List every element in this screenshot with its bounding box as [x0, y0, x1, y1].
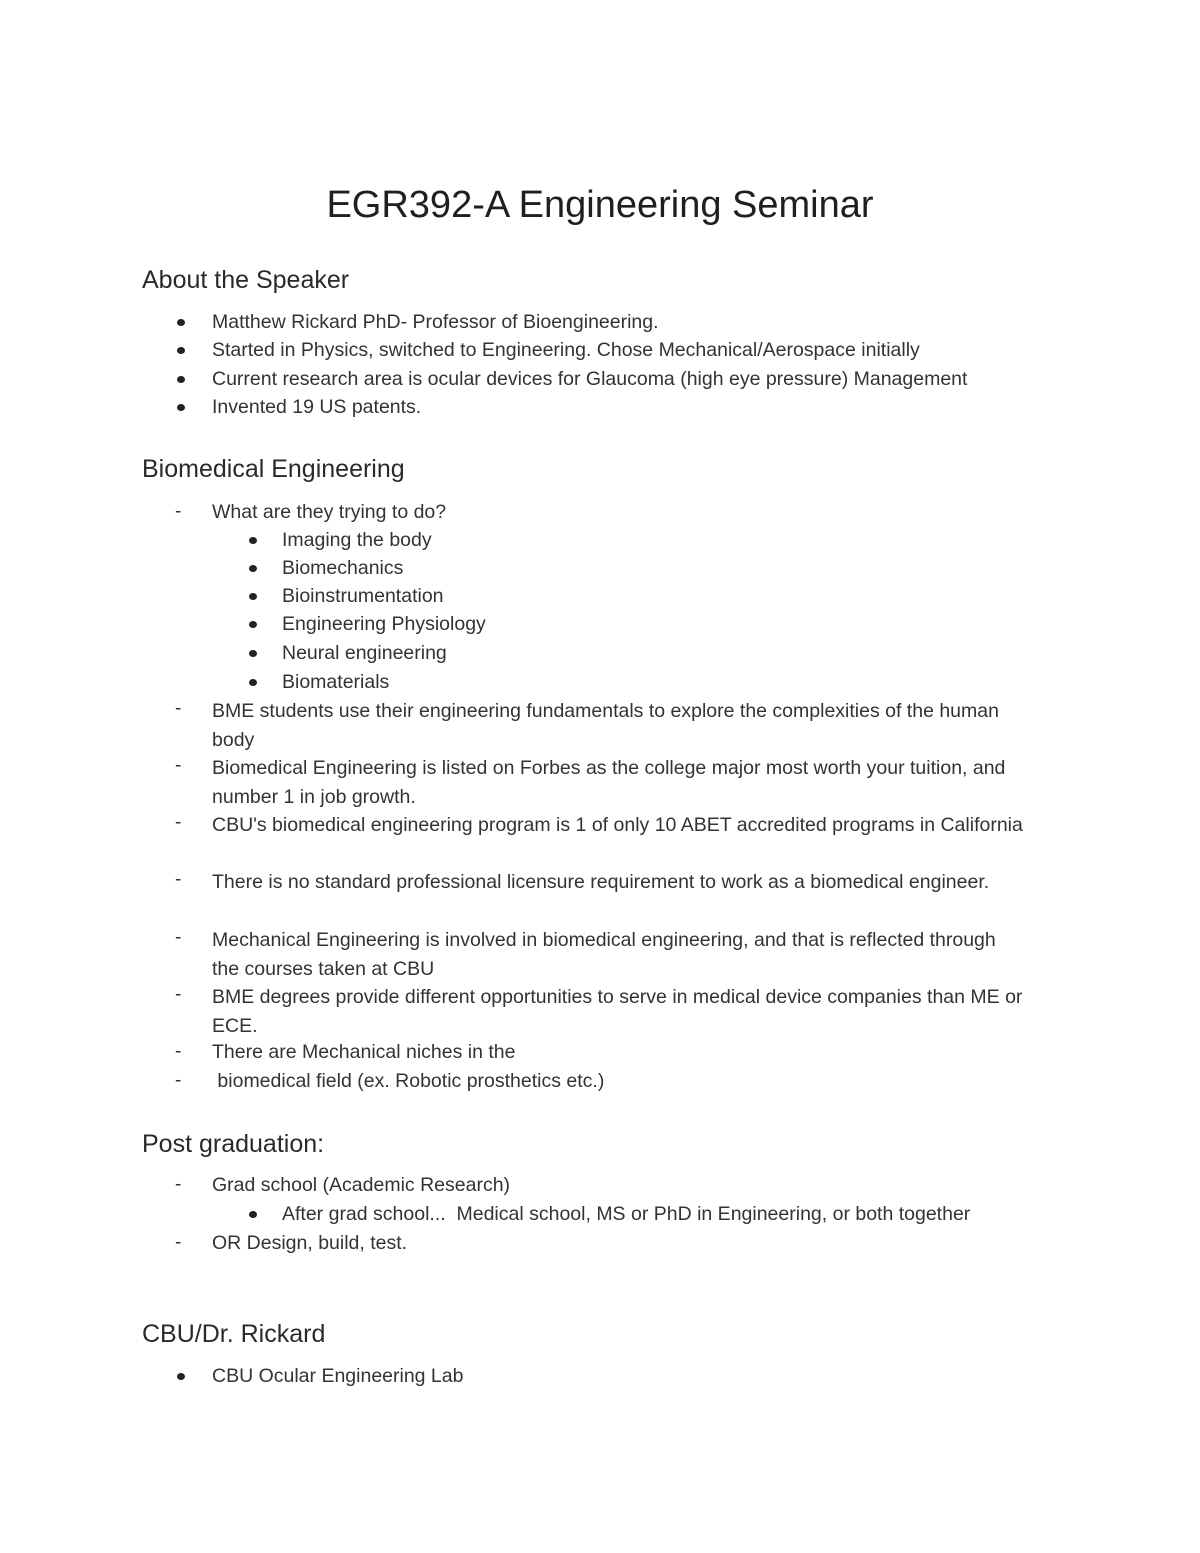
- list-item: [175, 811, 1035, 840]
- dash-icon: -: [175, 984, 182, 1005]
- sub-list-item-text: Neural engineering: [282, 642, 447, 664]
- bullet-icon: [177, 367, 197, 391]
- sub-list-item-text: After grad school... Medical school, MS or PhD in Engineering, or both together: [282, 1203, 971, 1225]
- dash-icon: -: [175, 1232, 182, 1253]
- dash-icon: -: [175, 812, 182, 833]
- list-item: [175, 500, 1035, 524]
- list-item: [175, 983, 1035, 1040]
- dash-icon: -: [175, 869, 182, 890]
- sub-list-item: [249, 670, 1029, 694]
- sub-list-item-text: Imaging the body: [282, 529, 432, 551]
- bullet-icon: [249, 612, 269, 636]
- list-item: [175, 1069, 1035, 1093]
- section-heading-cbu: CBU/Dr. Rickard: [142, 1320, 326, 1348]
- list-item: [177, 1364, 1037, 1388]
- list-item-text: OR Design, build, test.: [212, 1232, 408, 1254]
- list-item-text: There is no standard professional licensure requirement to work as a biomedical engineer.: [212, 871, 990, 893]
- list-item: [177, 338, 1037, 362]
- bullet-icon: [249, 528, 269, 552]
- sub-list-item-text: Bioinstrumentation: [282, 585, 444, 607]
- bullet-icon: [177, 1364, 197, 1388]
- sub-list-item: [249, 612, 1029, 636]
- list-item: [175, 697, 1035, 754]
- sub-list-item: [249, 528, 1029, 552]
- list-item-text: CBU's biomedical engineering program is 1 of only 10 ABET accredited programs in California: [212, 814, 1023, 836]
- sub-list-item-text: Biomechanics: [282, 557, 404, 579]
- list-item: [177, 367, 1057, 391]
- document-title: EGR392-A Engineering Seminar: [326, 184, 874, 226]
- list-item-text: Grad school (Academic Research): [212, 1174, 511, 1196]
- dash-icon: -: [175, 755, 182, 776]
- bullet-icon: [249, 641, 269, 665]
- list-item: [177, 310, 1037, 334]
- dash-icon: -: [175, 698, 182, 719]
- dash-icon: -: [175, 1041, 182, 1062]
- list-item-text: CBU Ocular Engineering Lab: [212, 1365, 464, 1387]
- sub-list-item: [249, 584, 1029, 608]
- sub-list-item: [249, 556, 1029, 580]
- list-item-text: Invented 19 US patents.: [212, 396, 422, 418]
- list-item: [175, 754, 1035, 811]
- list-item-text: BME students use their engineering fundamentals to explore the complexities of the human body: [212, 700, 999, 751]
- list-item: [175, 868, 1035, 897]
- section-heading-bme: Biomedical Engineering: [142, 455, 405, 483]
- list-item: [175, 926, 1035, 983]
- list-item-text: What are they trying to do?: [212, 501, 447, 523]
- sub-list-item: [249, 641, 1029, 665]
- list-item-text: Started in Physics, switched to Engineering. Chose Mechanical/Aerospace initially: [212, 339, 920, 361]
- list-item-text: Mechanical Engineering is involved in biomedical engineering, and that is reflected through the courses taken at CBU: [212, 929, 996, 980]
- section-heading-speaker: About the Speaker: [142, 266, 350, 294]
- list-item-text: Current research area is ocular devices for Glaucoma (high eye pressure) Management: [212, 368, 968, 390]
- sub-list-item-text: Engineering Physiology: [282, 613, 486, 635]
- list-item-text: Matthew Rickard PhD- Professor of Bioengineering.: [212, 311, 659, 333]
- bullet-icon: [177, 395, 197, 419]
- list-item: [175, 1040, 1035, 1064]
- dash-icon: -: [175, 1070, 182, 1091]
- sub-list-item-text: Biomaterials: [282, 671, 390, 693]
- list-item: [175, 1173, 1035, 1197]
- list-item: [175, 1231, 1035, 1255]
- list-item-text: biomedical field (ex. Robotic prosthetics etc.): [212, 1070, 605, 1092]
- bullet-icon: [177, 338, 197, 362]
- bullet-icon: [177, 310, 197, 334]
- list-item-text: Biomedical Engineering is listed on Forbes as the college major most worth your tuition, and number 1 in job growth.: [212, 757, 1006, 808]
- bullet-icon: [249, 670, 269, 694]
- bullet-icon: [249, 584, 269, 608]
- sub-list-item: [249, 1202, 1069, 1226]
- dash-icon: -: [175, 1174, 182, 1195]
- list-item: [177, 395, 1037, 419]
- dash-icon: -: [175, 927, 182, 948]
- section-heading-post-graduation: Post graduation:: [142, 1130, 325, 1158]
- bullet-icon: [249, 1202, 269, 1226]
- bullet-icon: [249, 556, 269, 580]
- dash-icon: -: [175, 501, 182, 522]
- list-item-text: BME degrees provide different opportunities to serve in medical device companies than ME or ECE.: [212, 986, 1023, 1037]
- list-item-text: There are Mechanical niches in the: [212, 1041, 516, 1063]
